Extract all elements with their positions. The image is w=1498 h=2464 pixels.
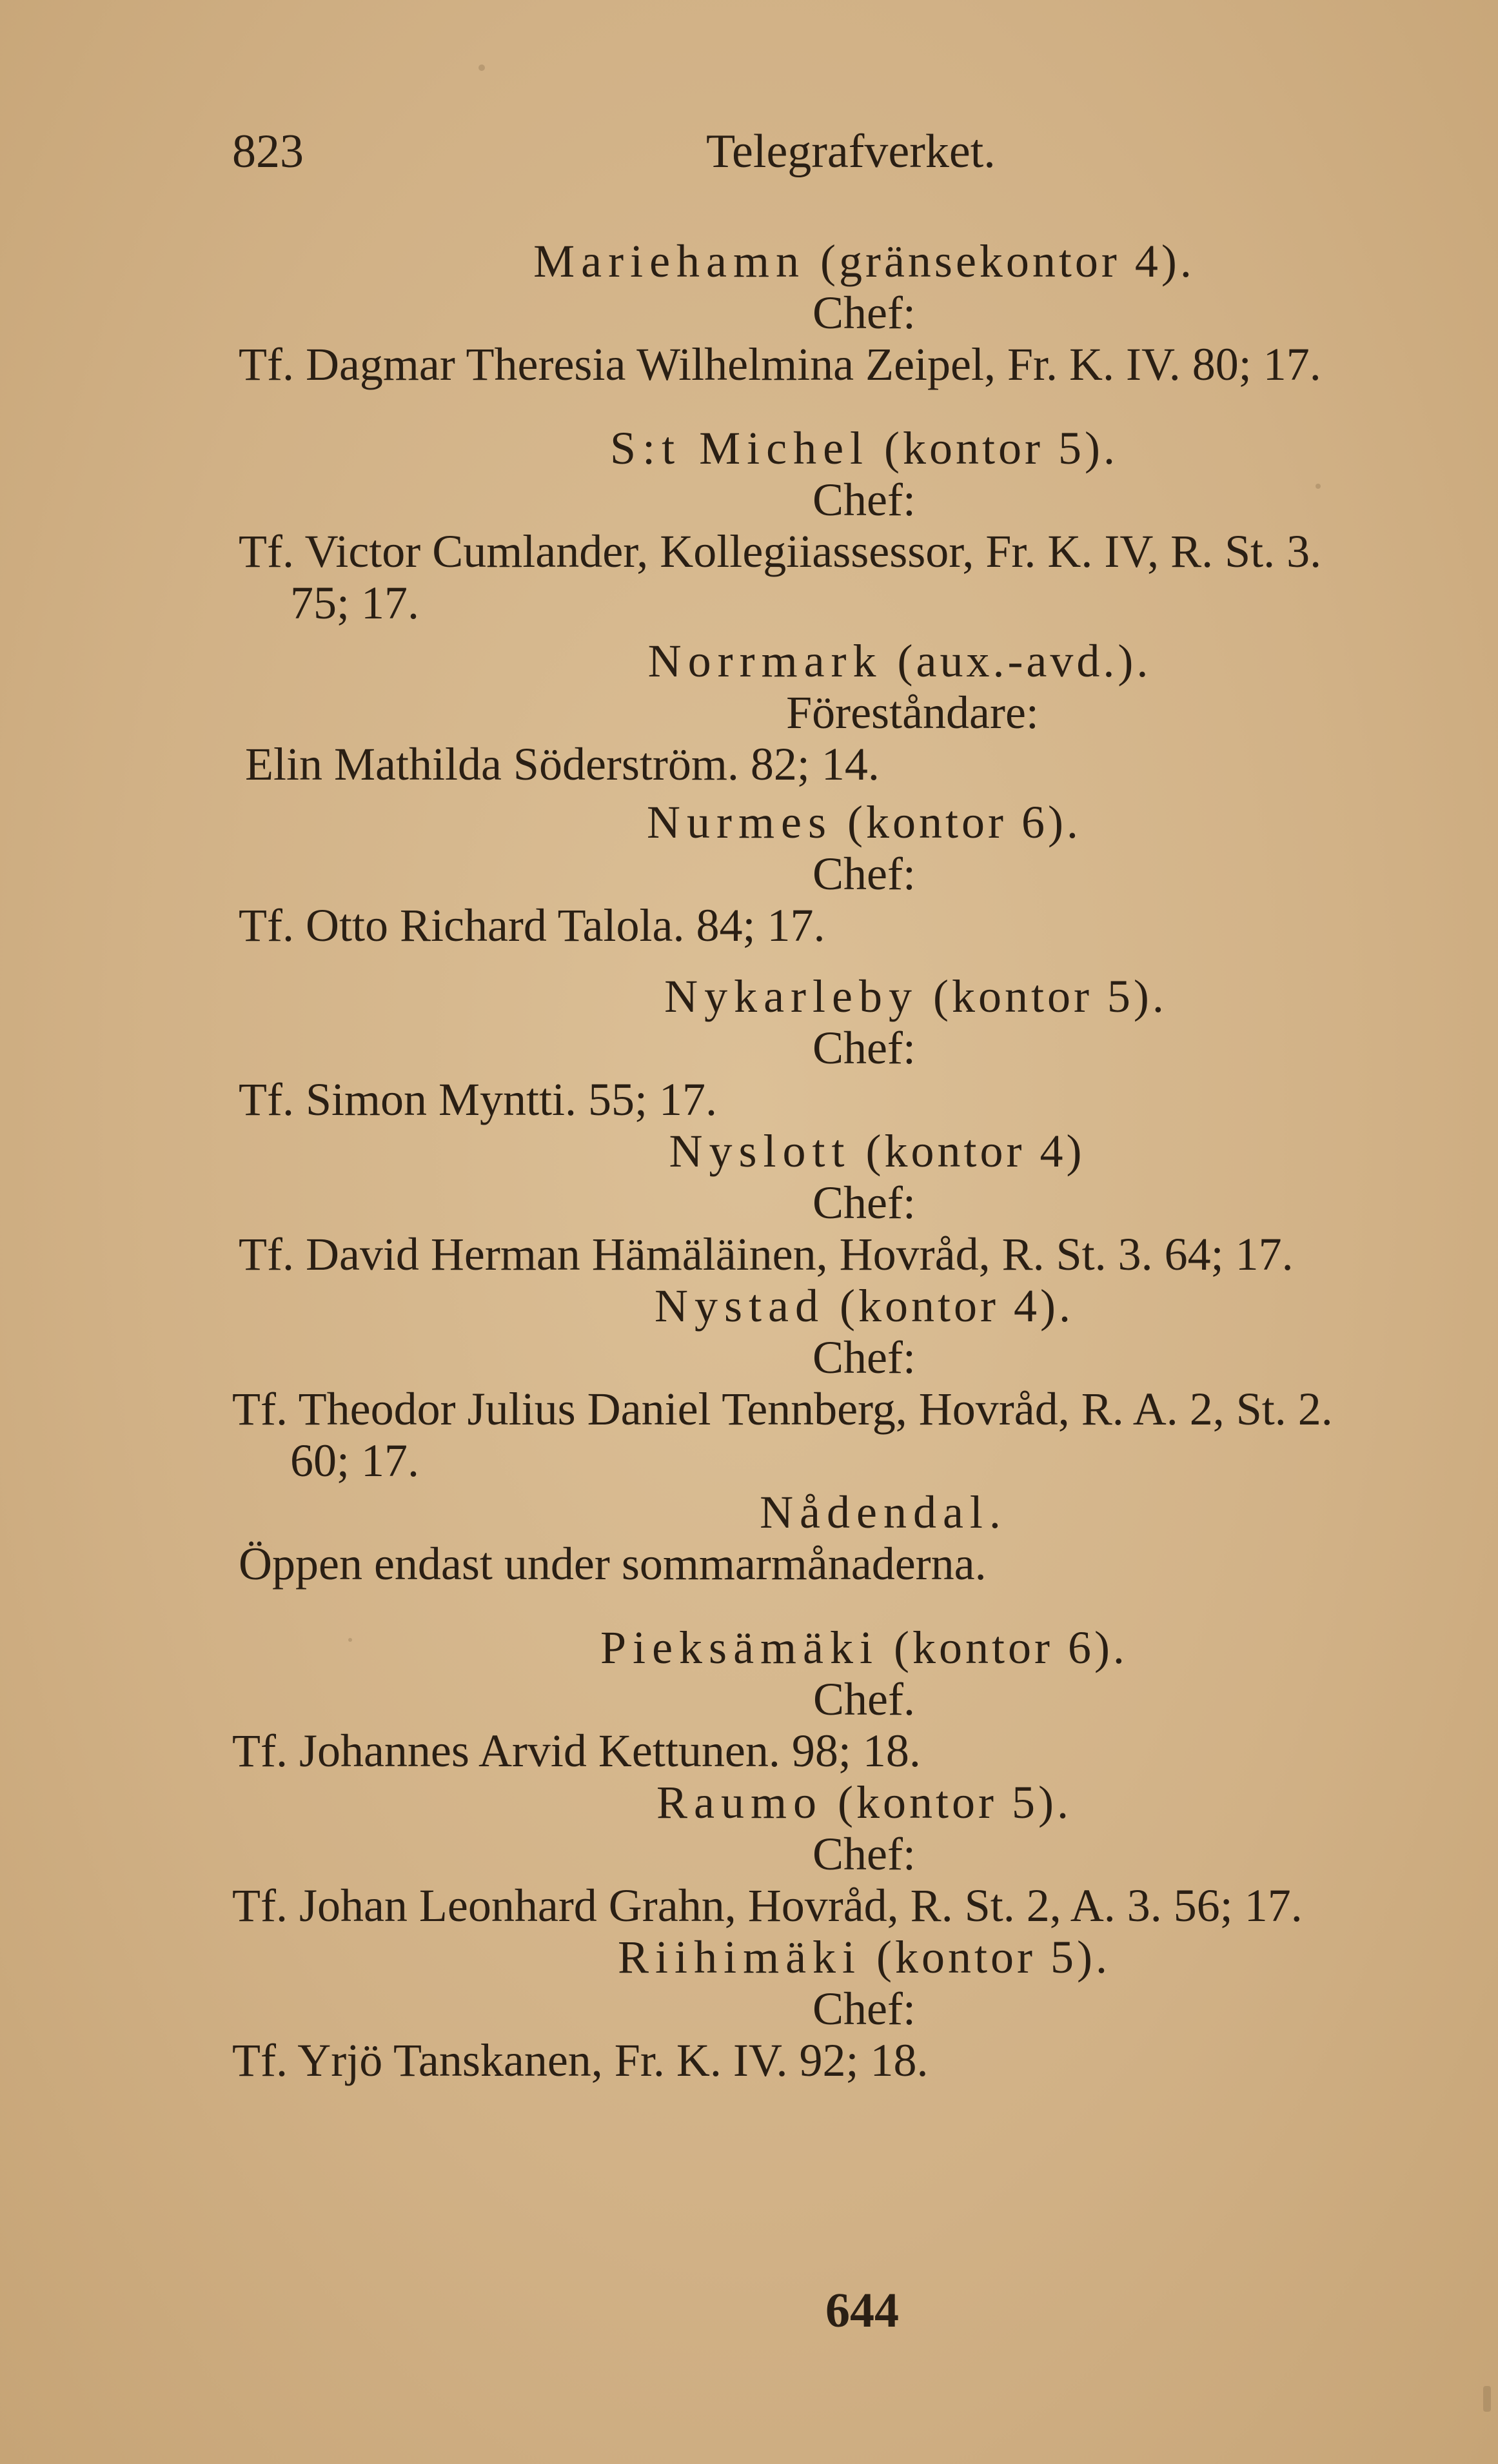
role-label: Chef.	[813, 1673, 915, 1725]
place-name: S:t Michel	[610, 422, 870, 474]
office-detail: (gränsekontor 4).	[820, 235, 1195, 287]
place-name: Raumo	[656, 1777, 823, 1828]
entry-line: Tf. Theodor Julius Daniel Tennberg, Hovråd, R. A. 2, St. 2.	[232, 1383, 1333, 1435]
entry-line: Elin Mathilda Söderström. 82; 14.	[245, 738, 880, 790]
entry-line: Tf. David Herman Hämäläinen, Hovråd, R. St. 3. 64; 17.	[239, 1228, 1294, 1280]
entry-line: Tf. Johannes Arvid Kettunen. 98; 18.	[232, 1725, 921, 1777]
paper-speck	[1316, 484, 1321, 489]
role-label: Föreståndare:	[786, 687, 1039, 738]
entry-line: Tf. Victor Cumlander, Kollegiiassessor, Fr. K. IV, R. St. 3.	[239, 526, 1322, 577]
office-detail: (kontor 5).	[932, 971, 1167, 1022]
role-label: Chef:	[813, 848, 916, 900]
role-label: Chef:	[813, 1177, 916, 1228]
place-name: Nystad	[655, 1280, 825, 1332]
running-title: Telegrafverket.	[706, 125, 996, 178]
place-name: Nykarleby	[664, 971, 918, 1022]
office-detail: (kontor 6).	[847, 796, 1081, 848]
place-name: Mariehamn	[533, 235, 806, 287]
office-detail: (kontor 5).	[838, 1777, 1072, 1828]
place-name: Riihimäki	[618, 1931, 862, 1983]
paper-speck	[478, 64, 485, 71]
role-label: Chef:	[813, 474, 916, 526]
paper-speck	[1483, 2386, 1491, 2412]
place-name: Pieksämäki	[600, 1622, 879, 1673]
role-label: Chef:	[813, 1022, 916, 1074]
place-name: Nurmes	[647, 796, 833, 848]
place-name: Norrmark	[647, 635, 883, 687]
role-label: Chef:	[813, 1983, 916, 2035]
paper-speck	[348, 1638, 352, 1642]
office-detail: (kontor 5).	[876, 1931, 1110, 1983]
office-detail: (kontor 5).	[884, 422, 1118, 474]
entry-line: Tf. Simon Myntti. 55; 17.	[239, 1074, 718, 1125]
role-label: Chef:	[813, 1828, 916, 1880]
entry-line: Tf. Otto Richard Talola. 84; 17.	[239, 900, 825, 951]
role-label: Chef:	[813, 287, 916, 339]
role-label: Chef:	[813, 1332, 916, 1383]
office-detail: (kontor 4).	[840, 1280, 1074, 1332]
page-number: 823	[232, 125, 304, 178]
entry-continuation: 75; 17.	[290, 577, 420, 629]
folio-number: 644	[825, 2283, 899, 2338]
office-detail: (aux.-avd.).	[897, 635, 1152, 687]
place-name: Nådendal.	[760, 1486, 1007, 1538]
entry-line: Tf. Dagmar Theresia Wilhelmina Zeipel, Fr. K. IV. 80; 17.	[239, 339, 1321, 390]
entry-continuation: 60; 17.	[290, 1435, 420, 1486]
entry-line: Tf. Johan Leonhard Grahn, Hovråd, R. St. 2, A. 3. 56; 17.	[232, 1880, 1303, 1931]
place-name: Nyslott	[669, 1125, 851, 1177]
office-detail: (kontor 6).	[894, 1622, 1128, 1673]
page-header	[232, 123, 1457, 181]
office-detail: (kontor 4)	[865, 1125, 1085, 1177]
entry-line: Tf. Yrjö Tanskanen, Fr. K. IV. 92; 18.	[232, 2035, 929, 2086]
entry-line: Öppen endast under sommarmånaderna.	[239, 1538, 987, 1590]
directory-listing	[232, 213, 1496, 2109]
